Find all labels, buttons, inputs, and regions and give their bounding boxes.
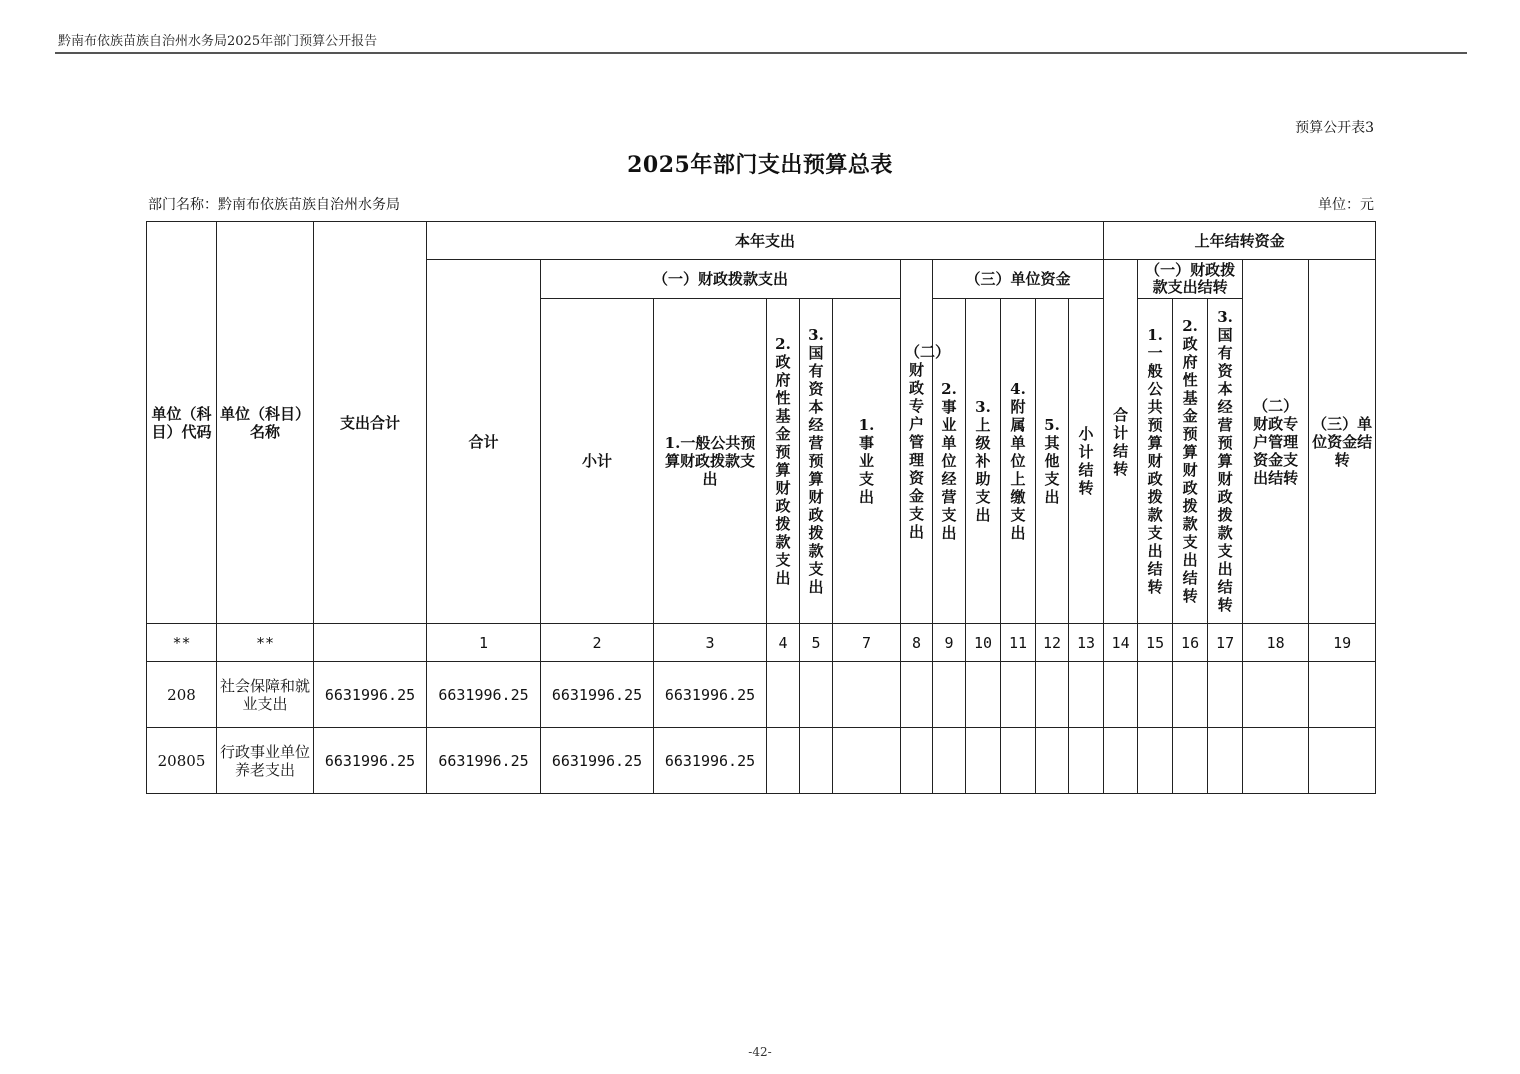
row-empty-cell: [800, 662, 833, 728]
row-empty-cell: [833, 728, 901, 794]
index-cell: 13: [1069, 624, 1104, 662]
header-fiscal-state-capital: 3. 国 有 资 本 经 营 预 算 财 政 拨 款 支 出: [800, 299, 833, 624]
row-empty-cell: [1173, 728, 1208, 794]
header-py-fiscal-group: （一）财政拨款支出结转: [1138, 260, 1243, 299]
row-code: 20805: [147, 728, 217, 794]
row-empty-cell: [1243, 662, 1309, 728]
unit-label: 单位：元: [1318, 197, 1374, 213]
row-name: 行政事业单位养老支出: [217, 728, 314, 794]
header-py-unit-funds: （三）单位资金结转: [1309, 260, 1376, 624]
index-cell: 16: [1173, 624, 1208, 662]
index-cell: 15: [1138, 624, 1173, 662]
page-title: 2025年部门支出预算总表: [627, 152, 893, 178]
header-prior-year: 上年结转资金: [1104, 222, 1376, 260]
row-empty-cell: [933, 662, 966, 728]
row-total: 6631996.25: [314, 728, 427, 794]
index-cell: 14: [1104, 624, 1138, 662]
header-py-special-account: （二）财政专户管理资金支出结转: [1243, 260, 1309, 624]
row-total: 6631996.25: [314, 662, 427, 728]
header-uf-affiliated: 4. 附 属 单 位 上 缴 支 出: [1001, 299, 1036, 624]
header-py-state-capital: 3. 国 有 资 本 经 营 预 算 财 政 拨 款 支 出 结 转: [1208, 299, 1243, 624]
header-rule: [55, 52, 1467, 54]
index-cell: 19: [1309, 624, 1376, 662]
index-cell: [314, 624, 427, 662]
row-empty-cell: [1208, 728, 1243, 794]
header-py-subtotal: 小 计 结 转: [1069, 299, 1104, 624]
row-empty-cell: [800, 728, 833, 794]
header-uf-operating: 2. 事 业 单 位 经 营 支 出: [933, 299, 966, 624]
table-row: [147, 662, 1376, 728]
row-empty-cell: [1001, 662, 1036, 728]
index-cell: 2: [541, 624, 654, 662]
header-current-year: 本年支出: [427, 222, 1104, 260]
row-empty-cell: [1069, 662, 1104, 728]
budget-table: [146, 221, 1376, 794]
row-empty-cell: [1208, 662, 1243, 728]
row-empty-cell: [1173, 662, 1208, 728]
header-fiscal-group: （一）财政拨款支出: [541, 260, 901, 299]
index-cell: 7: [833, 624, 901, 662]
table-number: 预算公开表3: [1295, 120, 1374, 136]
row-empty-cell: [1036, 662, 1069, 728]
row-empty-cell: [966, 728, 1001, 794]
row-cy-total: 6631996.25: [427, 728, 541, 794]
row-empty-cell: [767, 662, 800, 728]
row-empty-cell: [1001, 728, 1036, 794]
index-cell: 8: [901, 624, 933, 662]
header-py-total: 合 计 结 转: [1104, 260, 1138, 624]
row-empty-cell: [901, 662, 933, 728]
header-total: 支出合计: [314, 222, 427, 624]
row-empty-cell: [1309, 662, 1376, 728]
index-cell: 11: [1001, 624, 1036, 662]
row-fiscal-subtotal: 6631996.25: [541, 662, 654, 728]
index-cell: 18: [1243, 624, 1309, 662]
header-uf-business: 1. 事 业 支 出: [833, 299, 901, 624]
row-empty-cell: [767, 728, 800, 794]
running-header: 黔南布依族苗族自治州水务局2025年部门预算公开报告: [58, 34, 378, 49]
row-name: 社会保障和就业支出: [217, 662, 314, 728]
index-cell: **: [217, 624, 314, 662]
row-empty-cell: [1104, 662, 1138, 728]
row-fiscal-subtotal: 6631996.25: [541, 728, 654, 794]
data-rows: [147, 662, 1376, 794]
page-number: -42-: [748, 1045, 772, 1059]
row-empty-cell: [1138, 662, 1173, 728]
index-cell: 4: [767, 624, 800, 662]
header-uf-other: 5. 其 他 支 出: [1036, 299, 1069, 624]
header-uf-subsidy: 3. 上 级 补 助 支 出: [966, 299, 1001, 624]
header-py-general: 1. 一 般 公 共 预 算 财 政 拨 款 支 出 结 转: [1138, 299, 1173, 624]
row-fiscal-general: 6631996.25: [654, 728, 767, 794]
header-py-gov-fund: 2. 政 府 性 基 金 预 算 财 政 拨 款 支 出 结 转: [1173, 299, 1208, 624]
header-special-account: （二）财政专户管理资金支出: [901, 260, 933, 624]
row-fiscal-general: 6631996.25: [654, 662, 767, 728]
row-empty-cell: [933, 728, 966, 794]
row-empty-cell: [966, 662, 1001, 728]
header-unit-funds-group: （三）单位资金: [933, 260, 1104, 299]
header-fiscal-subtotal: 小计: [541, 299, 654, 624]
row-empty-cell: [1104, 728, 1138, 794]
index-cell: 17: [1208, 624, 1243, 662]
row-cy-total: 6631996.25: [427, 662, 541, 728]
table-row: [147, 728, 1376, 794]
department-label: 部门名称：黔南布依族苗族自治州水务局: [148, 197, 400, 213]
index-cell: 5: [800, 624, 833, 662]
header-fiscal-gov-fund: 2. 政 府 性 基 金 预 算 财 政 拨 款 支 出: [767, 299, 800, 624]
row-code: 208: [147, 662, 217, 728]
row-empty-cell: [833, 662, 901, 728]
row-empty-cell: [1309, 728, 1376, 794]
row-empty-cell: [1243, 728, 1309, 794]
header-name: 单位（科目）名称: [217, 222, 314, 624]
index-cell: **: [147, 624, 217, 662]
row-empty-cell: [1138, 728, 1173, 794]
row-empty-cell: [1069, 728, 1104, 794]
index-cell: 9: [933, 624, 966, 662]
index-cell: 10: [966, 624, 1001, 662]
index-cell: 12: [1036, 624, 1069, 662]
index-row: [147, 624, 1376, 662]
header-fiscal-general: 1.一般公共预算财政拨款支出: [654, 299, 767, 624]
index-cell: 3: [654, 624, 767, 662]
row-empty-cell: [901, 728, 933, 794]
index-cell: 1: [427, 624, 541, 662]
header-cy-total: 合计: [427, 260, 541, 624]
header-code: 单位（科目）代码: [147, 222, 217, 624]
row-empty-cell: [1036, 728, 1069, 794]
